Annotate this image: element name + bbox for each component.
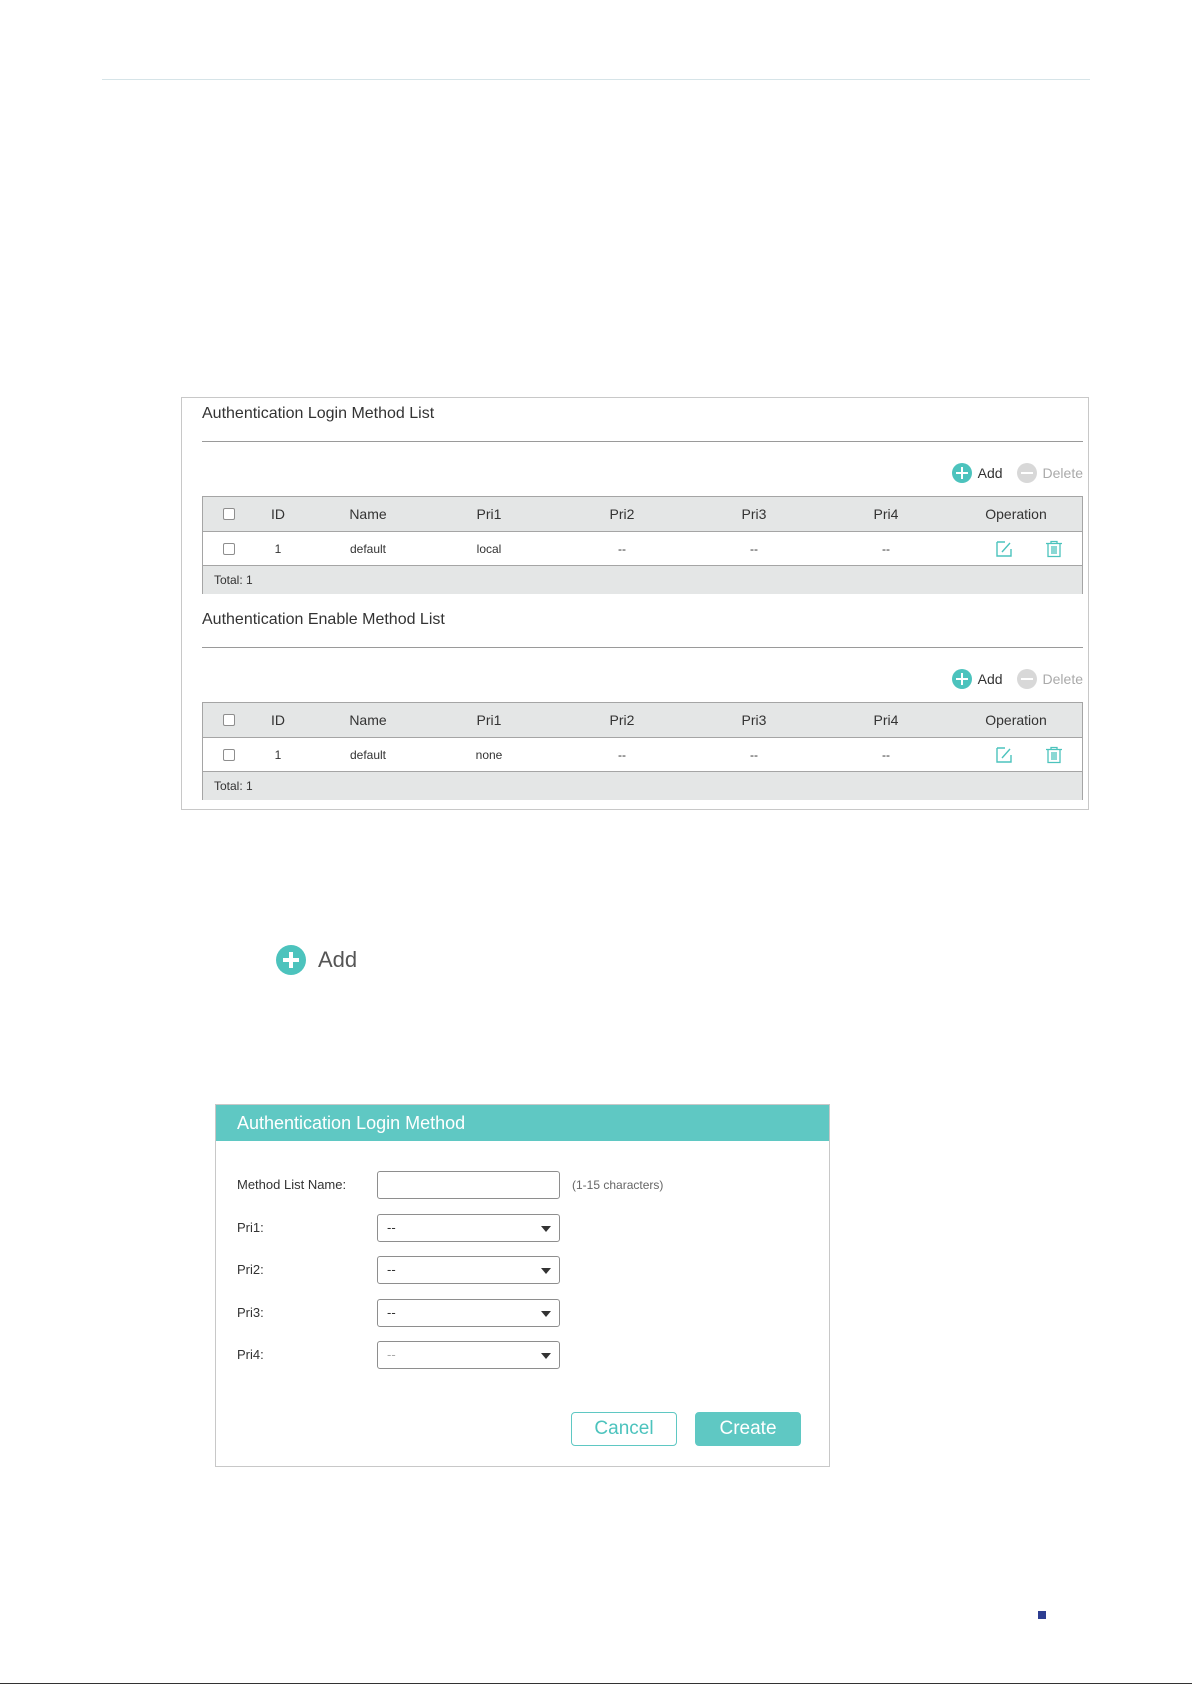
pri1-select[interactable] <box>377 1214 560 1242</box>
top-divider <box>102 79 1090 80</box>
col-pri4: Pri4 <box>873 506 899 522</box>
chevron-down-icon <box>541 1268 551 1274</box>
pri1-label: Pri1: <box>237 1220 264 1235</box>
table-header <box>203 497 1082 532</box>
pri1-row <box>237 1214 807 1242</box>
add-label: Add <box>318 947 358 972</box>
row-checkbox[interactable] <box>223 749 235 761</box>
row-checkbox[interactable] <box>223 543 235 555</box>
cell-pri2: -- <box>618 541 626 556</box>
col-pri2: Pri2 <box>609 506 635 522</box>
page-marker <box>1038 1611 1046 1619</box>
cell-pri3: -- <box>750 747 758 762</box>
pri2-row <box>237 1256 807 1284</box>
method-list-name-hint: (1-15 characters) <box>572 1178 664 1192</box>
col-pri3: Pri3 <box>741 712 767 728</box>
cancel-button[interactable]: Cancel <box>571 1412 677 1446</box>
enable-method-table <box>202 702 1083 800</box>
chevron-down-icon <box>541 1353 551 1359</box>
login-method-table <box>202 496 1083 594</box>
login-list-title: Authentication Login Method List <box>202 398 1083 442</box>
edit-icon[interactable] <box>995 746 1013 764</box>
enable-add-label: Add <box>977 671 1003 687</box>
enable-delete-label: Delete <box>1042 671 1083 687</box>
method-lists-panel <box>181 397 1089 810</box>
table-header <box>203 703 1082 738</box>
plus-circle-icon <box>276 945 306 975</box>
col-pri2: Pri2 <box>609 712 635 728</box>
minus-circle-icon <box>1017 463 1037 483</box>
col-pri4: Pri4 <box>873 712 899 728</box>
enable-list-title: Authentication Enable Method List <box>202 604 1083 648</box>
pri2-select[interactable] <box>377 1256 560 1284</box>
trash-icon[interactable] <box>1045 540 1063 558</box>
pri3-row <box>237 1299 807 1327</box>
pri3-value: -- <box>387 1305 396 1320</box>
select-all-cell <box>219 497 239 531</box>
enable-delete-button[interactable] <box>1017 669 1083 689</box>
enable-list-actions <box>952 668 1083 690</box>
enable-add-button[interactable] <box>952 669 1003 689</box>
pri2-value: -- <box>387 1262 396 1277</box>
login-delete-label: Delete <box>1042 465 1083 481</box>
col-pri1: Pri1 <box>476 712 502 728</box>
col-operation: Operation <box>985 506 1047 522</box>
cell-pri4: -- <box>882 747 890 762</box>
cell-pri1: local <box>476 541 502 556</box>
select-all-cell <box>219 703 239 737</box>
plus-circle-icon <box>952 463 972 483</box>
bottom-divider <box>0 1683 1192 1684</box>
pri2-label: Pri2: <box>237 1262 264 1277</box>
col-pri3: Pri3 <box>741 506 767 522</box>
trash-icon[interactable] <box>1045 746 1063 764</box>
dialog-title: Authentication Login Method <box>216 1105 829 1141</box>
select-all-checkbox[interactable] <box>223 714 235 726</box>
pri4-row <box>237 1341 807 1369</box>
pri4-label: Pri4: <box>237 1347 264 1362</box>
method-list-name-row <box>237 1171 807 1199</box>
cell-name: default <box>349 747 387 762</box>
col-pri1: Pri1 <box>476 506 502 522</box>
select-all-checkbox[interactable] <box>223 508 235 520</box>
cell-pri3: -- <box>750 541 758 556</box>
login-delete-button[interactable] <box>1017 463 1083 483</box>
table-footer <box>203 566 1082 594</box>
login-list-actions <box>952 462 1083 484</box>
login-add-button[interactable] <box>952 463 1003 483</box>
chevron-down-icon <box>541 1226 551 1232</box>
login-add-label: Add <box>977 465 1003 481</box>
cell-name: default <box>349 541 387 556</box>
table-row <box>203 532 1082 566</box>
add-button-illustration[interactable] <box>276 945 357 975</box>
total-count: Total: 1 <box>214 779 253 793</box>
table-footer <box>203 772 1082 800</box>
cell-id: 1 <box>274 541 282 556</box>
col-name: Name <box>349 506 387 522</box>
chevron-down-icon <box>541 1311 551 1317</box>
col-operation: Operation <box>985 712 1047 728</box>
col-name: Name <box>349 712 387 728</box>
cell-pri4: -- <box>882 541 890 556</box>
cell-pri1: none <box>475 747 503 762</box>
minus-circle-icon <box>1017 669 1037 689</box>
pri3-label: Pri3: <box>237 1305 264 1320</box>
cell-id: 1 <box>274 747 282 762</box>
pri4-value: -- <box>387 1347 396 1362</box>
method-list-name-label: Method List Name: <box>237 1177 347 1192</box>
row-checkbox-cell <box>219 738 239 771</box>
row-checkbox-cell <box>219 532 239 565</box>
total-count: Total: 1 <box>214 573 253 587</box>
cell-pri2: -- <box>618 747 626 762</box>
pri4-select[interactable] <box>377 1341 560 1369</box>
create-button[interactable]: Create <box>695 1412 801 1446</box>
col-id: ID <box>271 712 285 728</box>
edit-icon[interactable] <box>995 540 1013 558</box>
method-list-name-input[interactable] <box>377 1171 560 1199</box>
table-row <box>203 738 1082 772</box>
pri1-value: -- <box>387 1220 396 1235</box>
col-id: ID <box>271 506 285 522</box>
plus-circle-icon <box>952 669 972 689</box>
login-method-dialog <box>215 1104 830 1467</box>
pri3-select[interactable] <box>377 1299 560 1327</box>
